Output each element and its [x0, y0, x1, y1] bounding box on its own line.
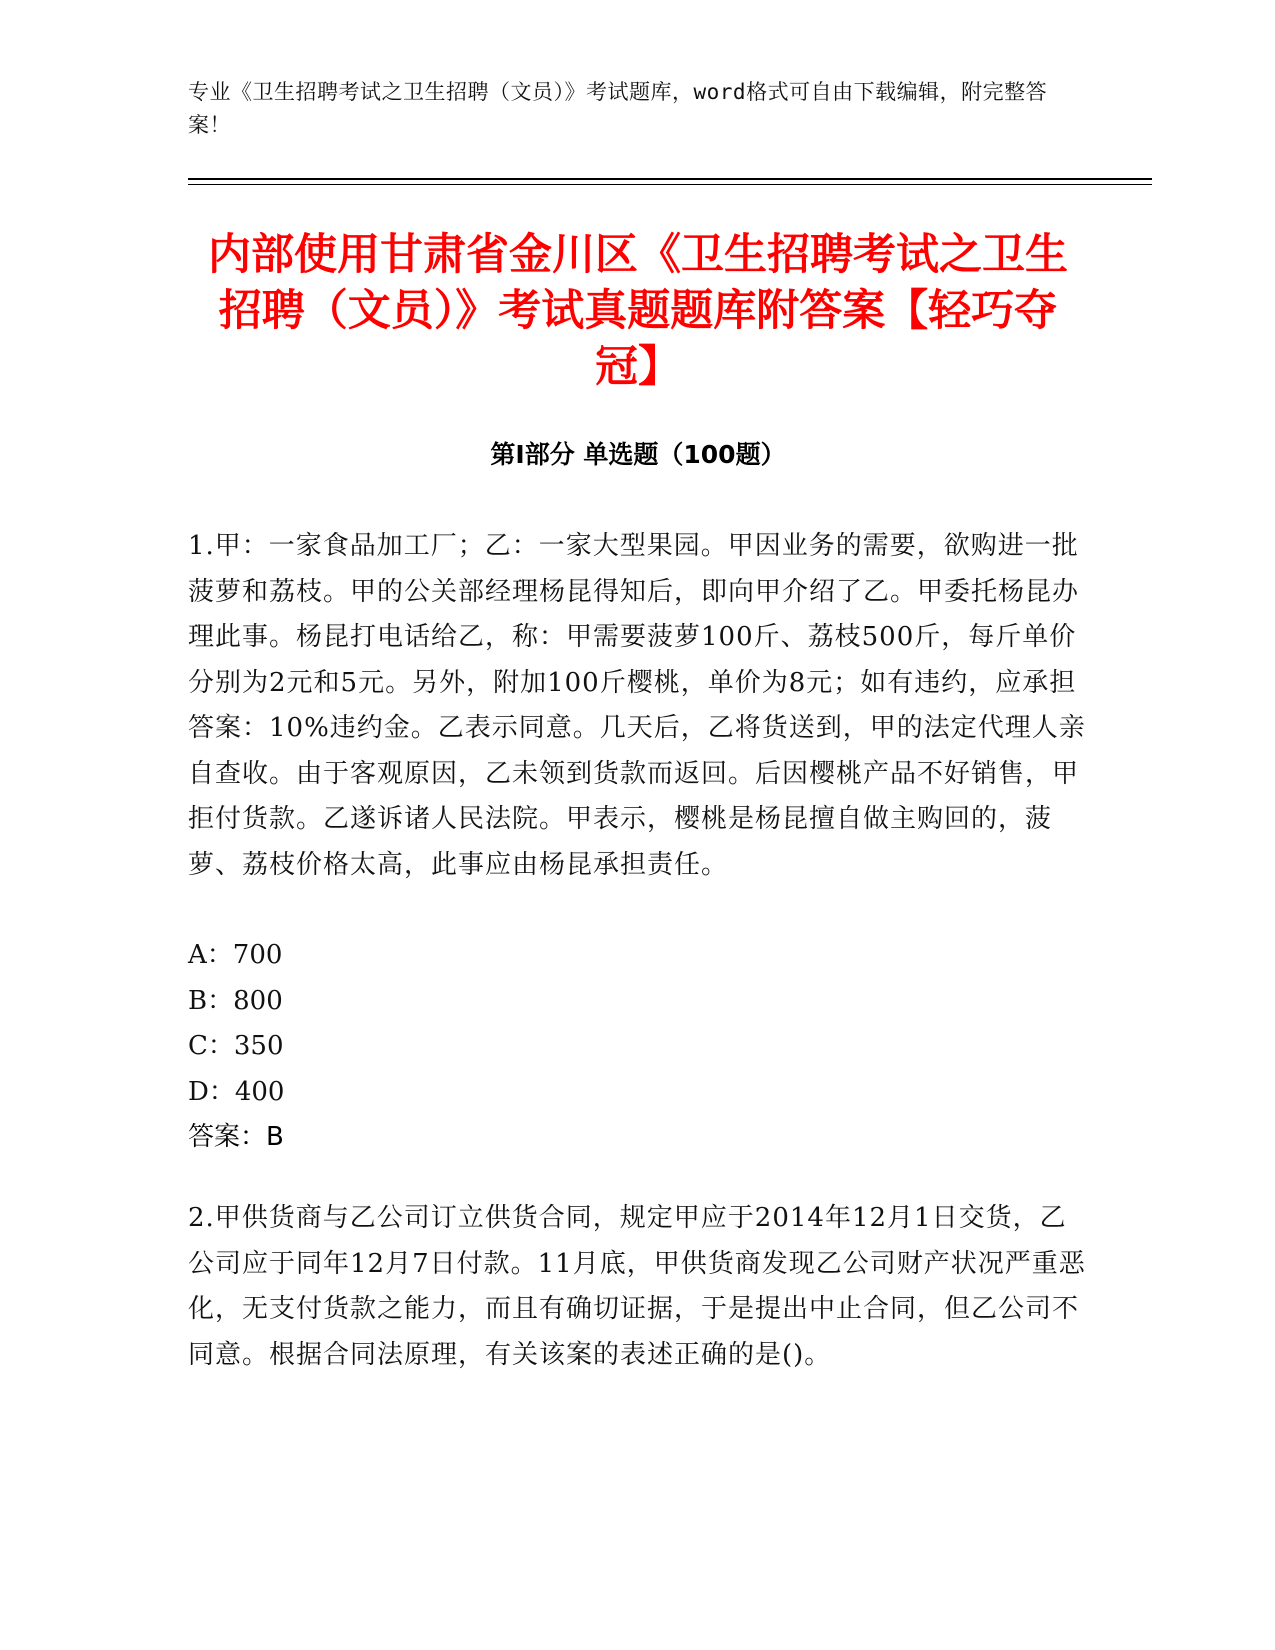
header-note: 专业《卫生招聘考试之卫生招聘（文员）》考试题库，word格式可自由下载编辑，附完整答案！	[188, 80, 1048, 137]
document-title: 内部使用甘肃省金川区《卫生招聘考试之卫生招聘（文员）》考试真题题库附答案【轻巧夺冠】	[208, 230, 1068, 392]
option-d: D：400	[188, 1076, 285, 1107]
question-1-answer: 答案：B	[188, 1122, 284, 1152]
section-heading: 第Ⅰ部分 单选题（100题）	[490, 440, 786, 469]
option-c: C：350	[188, 1031, 284, 1061]
option-b: B：800	[188, 985, 283, 1016]
question-2-text: 2.甲供货商与乙公司订立供货合同，规定甲应于2014年12月1日交货，乙公司应于同年12月7日付款。11月底，甲供货商发现乙公司财产状况严重恶化，无支付货款之能力，而且有确切证据，于是提出中止合同，但乙公司不同意。根据合同法原理，有关该案的表述正确的是()。	[188, 1203, 1086, 1370]
question-1-text: 1.甲：一家食品加工厂；乙：一家大型果园。甲因业务的需要，欲购进一批菠萝和荔枝。甲的公关部经理杨昆得知后，即向甲介绍了乙。甲委托杨昆办理此事。杨昆打电话给乙，称：甲需要菠萝100斤、荔枝500斤，每斤单价分别为2元和5元。另外，附加100斤樱桃，单价为8元；如有违约，应承担答案：10%违约金。乙表示同意。几天后，乙将货送到，甲的法定代理人亲自查收。由于客观原因，乙未领到货款而返回。后因樱桃产品不好销售，甲拒付货款。乙遂诉诸人民法院。甲表示，樱桃是杨昆擅自做主购回的，菠萝、荔枝价格太高，此事应由杨昆承担责任。	[188, 531, 1086, 880]
option-a: A：700	[188, 940, 283, 970]
header-divider-thick	[188, 178, 1152, 180]
header-divider-thin	[188, 184, 1152, 185]
question-1-options	[188, 933, 788, 1115]
